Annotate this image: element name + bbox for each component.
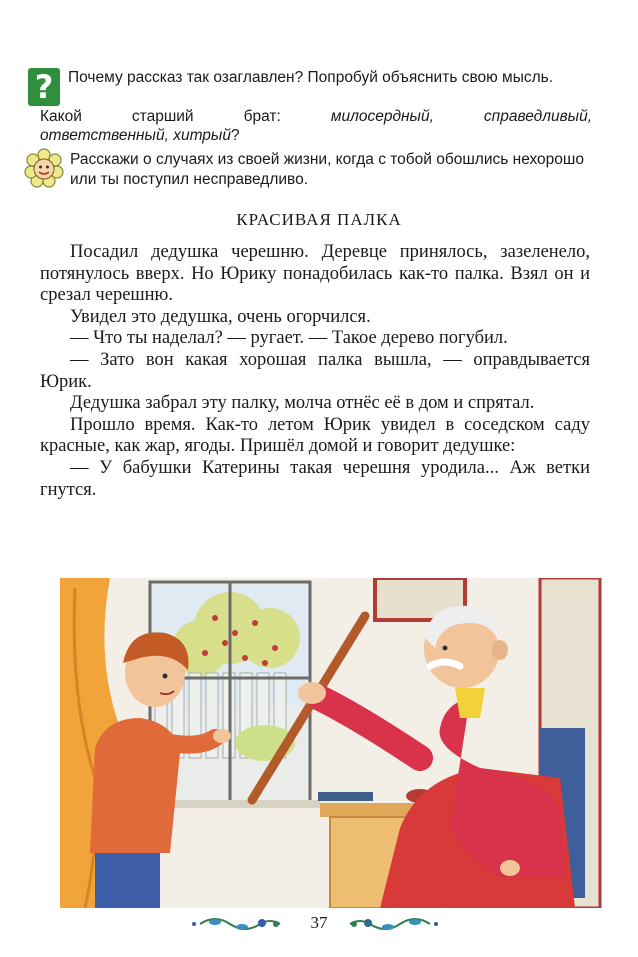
- story-paragraph: — Что ты наделал? — ругает. — Такое дерево погубил.: [70, 328, 508, 349]
- question-2-continued: [40, 126, 240, 145]
- story-paragraph: Увидел это дедушка, очень огорчился.: [70, 306, 371, 327]
- story-paragraph: — Зато вон какая хорошая палка вышла, — оправдывается Юрик.: [40, 349, 590, 392]
- floral-ornament-icon: [345, 914, 440, 934]
- question-2-options-continued: ответственный, хитрый: [40, 127, 231, 144]
- flower-icon: [24, 148, 64, 188]
- story-body: [40, 242, 590, 501]
- question-2-prefix: Какой старший брат:: [40, 108, 331, 125]
- page-footer: [0, 912, 638, 936]
- floral-ornament-icon: [190, 914, 285, 934]
- story-paragraph: Посадил дедушка черешню. Деревце принялось, зазеленело, потянулось вверх. Но Юрику понадобилась как-то палка. Взял он и срезал черешню.: [40, 242, 590, 306]
- question-mark-icon: ?: [28, 68, 60, 106]
- story-paragraph: Дедушка забрал эту палку, молча отнёс её в дом и спрятал.: [70, 393, 535, 414]
- question-2-options: милосердный, справедливый,: [330, 108, 592, 125]
- story-paragraph: Прошло время. Как-то летом Юрик увидел в соседском саду красные, как жар, ягоды. Пришёл домой и говорит дедушке:: [40, 414, 590, 457]
- question-1: Почему рассказ так озаглавлен? Попробуй объяснить свою мысль.: [68, 69, 554, 86]
- story-paragraph: — У бабушки Катерины такая черешня уродила... Аж ветки гнутся.: [40, 457, 590, 500]
- story-title: КРАСИВАЯ ПАЛКА: [236, 210, 402, 229]
- page-number: 37: [310, 913, 328, 932]
- question-2: [40, 107, 592, 126]
- question-2-suffix: ?: [230, 127, 240, 144]
- story-illustration: [0, 578, 638, 908]
- task-text: Расскажи о случаях из своей жизни, когда с тобой обошлись нехорошо или ты поступил несправедливо.: [70, 151, 584, 188]
